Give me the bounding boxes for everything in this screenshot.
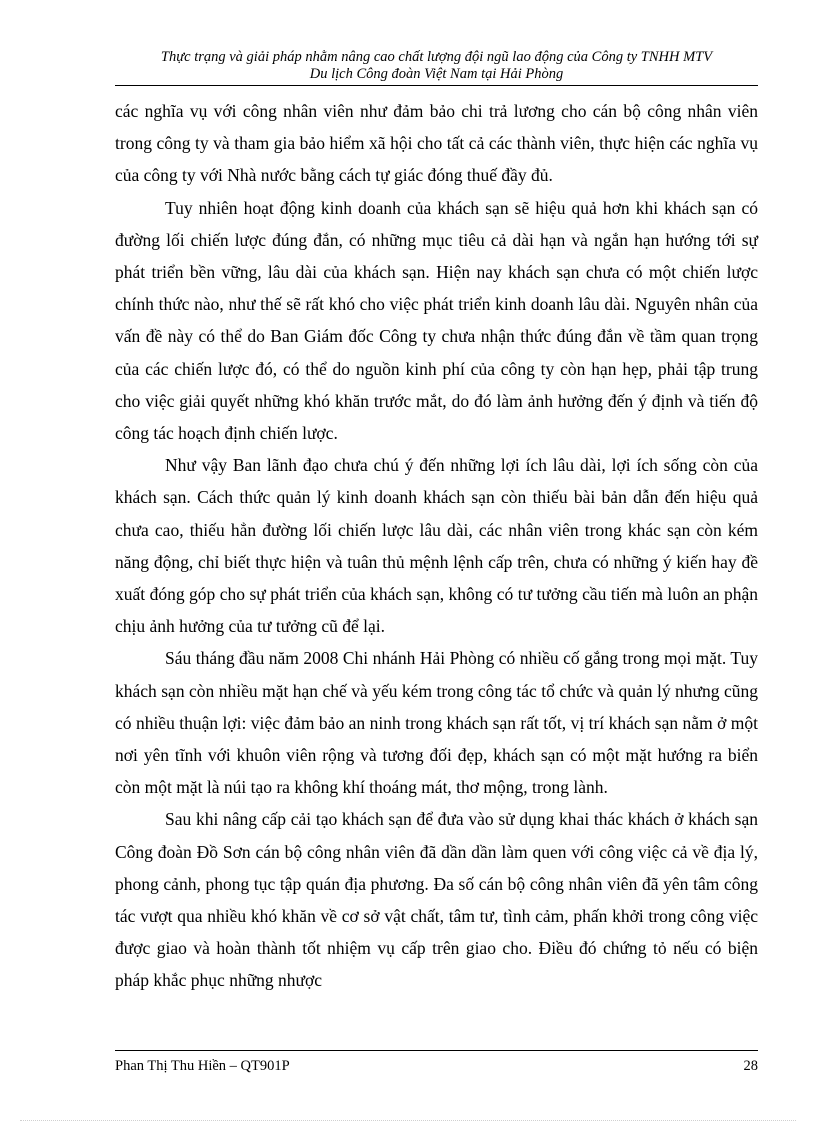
document-body	[115, 95, 758, 997]
paragraph-continuation: các nghĩa vụ với công nhân viên như đảm bảo chi trả lương cho cán bộ công nhân viên trong công ty và tham gia bảo hiểm xã hội cho tất cả các thành viên, thực hiện các nghĩa vụ của công ty với Nhà nước bằng cách tự giác đóng thuế đầy đủ.	[115, 101, 758, 186]
paragraph: Tuy nhiên hoạt động kinh doanh của khách sạn sẽ hiệu quả hơn khi khách sạn có đường lối chiến lược đúng đắn, có những mục tiêu cả dài hạn và ngắn hạn hướng tới sự phát triển bền vững, lâu dài của khách sạn. Hiện nay khách sạn chưa có một chiến lược chính thức nào, như thế sẽ rất khó cho việc phát triển kinh doanh lâu dài. Nguyên nhân của vấn đề này có thể do Ban Giám đốc Công ty chưa nhận thức đúng đắn về tầm quan trọng của các chiến lược đó, có thể do nguồn kinh phí của công ty còn hạn hẹp, phải tập trung cho việc giải quyết những khó khăn trước mắt, do đó làm ảnh hưởng đến ý định và tiến độ công tác hoạch định chiến lược.	[115, 197, 758, 444]
page-number: 28	[743, 1058, 758, 1074]
paragraph: Sau khi nâng cấp cải tạo khách sạn để đưa vào sử dụng khai thác khách ở khách sạn Công đoàn Đồ Sơn cán bộ công nhân viên đã dần dần làm quen với công việc cả về địa lý, phong cảnh, phong tục tập quán địa phương. Đa số cán bộ công nhân viên đã yên tâm công tác vượt qua nhiều khó khăn về cơ sở vật chất, tâm tư, tình cảm, phấn khởi trong công việc được giao và hoàn thành tốt nhiệm vụ cấp trên giao cho. Điều đó chứng tỏ nếu có biện pháp khắc phục những nhược	[115, 809, 758, 991]
footer-author: Phan Thị Thu Hiền – QT901P	[115, 1058, 290, 1074]
page-footer	[115, 1057, 758, 1075]
page-header	[115, 49, 758, 83]
paragraph: Sáu tháng đầu năm 2008 Chi nhánh Hải Phòng có nhiều cố gắng trong mọi mặt. Tuy khách sạn còn nhiều mặt hạn chế và yếu kém trong công tác tổ chức và quản lý nhưng cũng có nhiều thuận lợi: việc đảm bảo an ninh trong khách sạn rất tốt, vị trí khách sạn nằm ở một nơi yên tĩnh với khuôn viên rộng và tương đối đẹp, khách sạn có một mặt hướng ra biển còn một mặt là núi tạo ra không khí thoáng mát, thơ mộng, trong lành.	[115, 648, 758, 798]
footer-divider	[115, 1050, 758, 1051]
paragraph: Như vậy Ban lãnh đạo chưa chú ý đến những lợi ích lâu dài, lợi ích sống còn của khách sạn. Cách thức quản lý kinh doanh khách sạn còn thiếu bài bản dẫn đến hiệu quả chưa cao, thiếu hẳn đường lối chiến lược lâu dài, các nhân viên trong khác sạn còn kém năng động, chỉ biết thực hiện và tuân thủ mệnh lệnh cấp trên, chưa có những ý kiến hay đề xuất đóng góp cho sự phát triển của khách sạn, không có tư tưởng cầu tiến mà luôn an phận chịu ảnh hưởng của tư tưởng cũ để lại.	[115, 455, 758, 637]
header-title-line-1: Thực trạng và giải pháp nhằm nâng cao chất lượng đội ngũ lao động của Công ty TNHH MTV	[160, 49, 713, 65]
header-divider	[115, 85, 758, 86]
page-edge-divider	[20, 1120, 796, 1121]
header-title-line-2: Du lịch Công đoàn Việt Nam tại Hải Phòng	[309, 66, 564, 82]
